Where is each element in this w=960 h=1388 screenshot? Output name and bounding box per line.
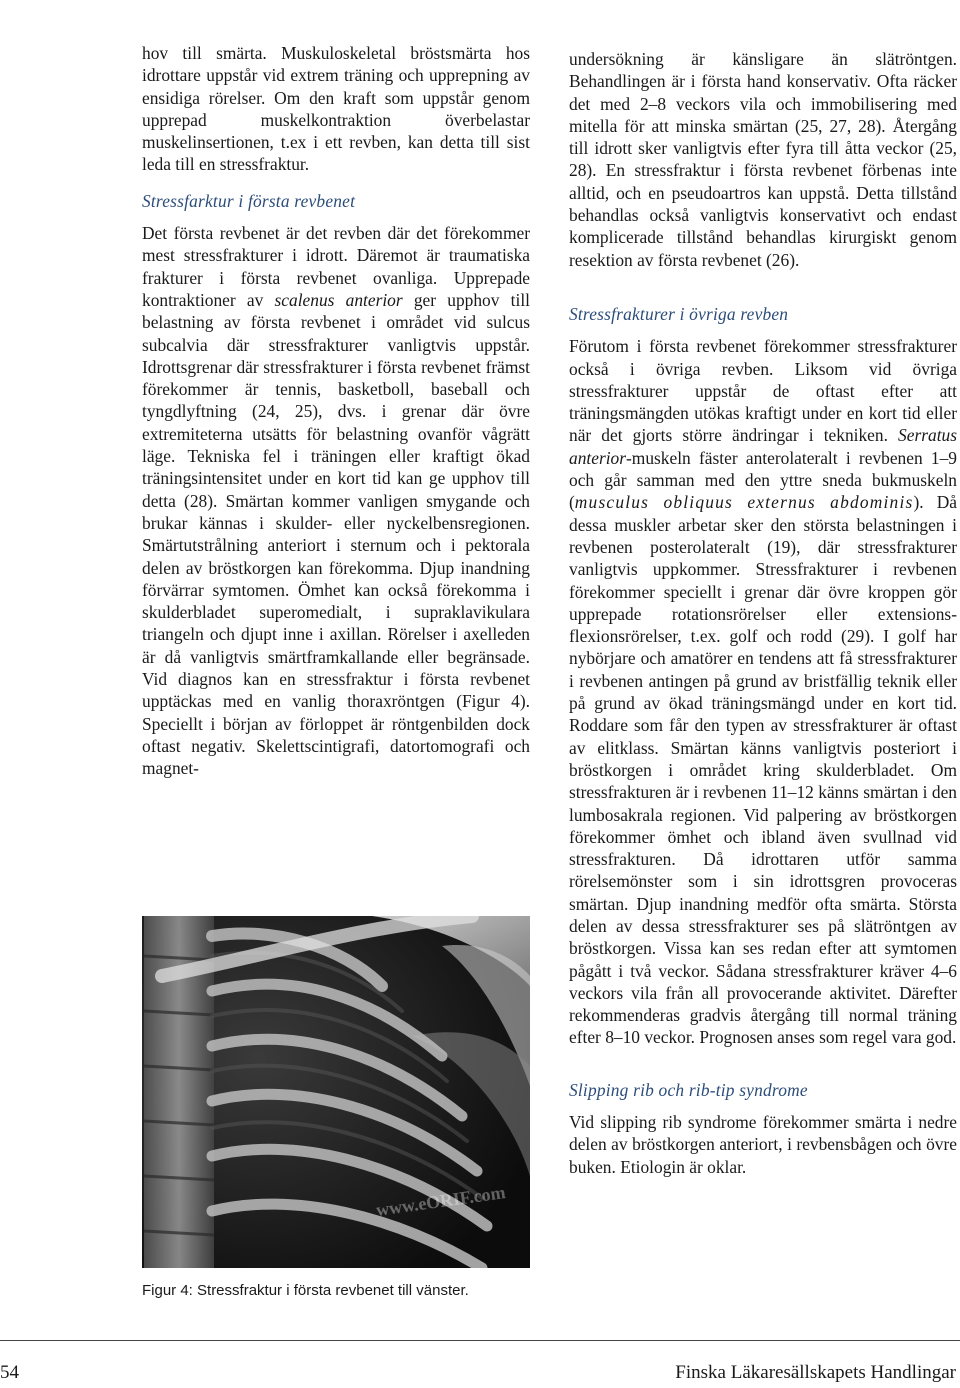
body-paragraph: hov till smärta. Muskuloskeletal bröstsmärta hos idrottare uppstår vid extrem träning och upprepning av ensidiga rörelser. Om den kraft som uppstår genom upprepad muskelkontraktion överbelastar muskelinsertionen, t.ex i ett revben, kan detta till sist leda till en stressfraktur.: [142, 43, 530, 175]
body-paragraph: [142, 222, 530, 779]
italic-term: Serratus anterior: [569, 425, 957, 468]
section-heading: Stressfrakturer i övriga revben: [569, 303, 789, 324]
section-heading: Stressfarktur i första revbenet: [142, 190, 356, 211]
body-paragraph: [569, 335, 957, 1049]
xray-image: [142, 916, 530, 1268]
body-paragraph: Vid slipping rib syndrome förekommer smärta i nedre delen av bröstkorgen anteriort, i revbensbågen och övre buken. Etiologin är oklar.: [569, 1112, 957, 1177]
text-run: Det första revbenet är det revben där det förekommer mest stressfrakturer i idrott. Däremot är traumatiska frakturer i första revbenet ovanliga. Upprepade kontraktioner av: [142, 223, 530, 310]
watermark-text: www.eORIF.com: [374, 1182, 507, 1220]
left-column: [142, 42, 530, 780]
italic-term: musculus obliquus externus abdominis: [574, 492, 914, 513]
xray-figure: [142, 916, 530, 1268]
footer-divider: [0, 1340, 960, 1341]
italic-term: scalenus anterior: [274, 289, 403, 310]
page-number: 54: [0, 1362, 19, 1383]
section-heading: Slipping rib och rib-tip syndrome: [569, 1079, 808, 1100]
text-run: ger upphov till belastning av första revbenet i området vid sulcus subcalvia där stressfrakturer vanligtvis uppstår. Idrottsgrenar där stressfrakturer i första revbenet främst förekommer är tennis, basketboll, baseball och tyngdlyftning (24, 25), dvs. i grenar där övre extremiteterna utsätts för belastning ovanför vågrätt läge. Tekniska fel i träningen eller kraftigt ökad träningsintensitet under en kort tid kan ge upphov till detta (28). Smärtan kommer vanligen smygande och brukar kännas i skulder- eller nyckelbensregionen. Smärtutstrålning anteriort i sternum och i pektorala delen av bröstkorgen kan förekomma. Djup inandning förvärrar symtomen. Ömhet kan också förekomma i skulderbladet superomedialt, i supraklavikulara triangeln och djupt inne i axillan. Rörelser i axelleden är då vanligtvis smärtframkallande eller begränsade. Vid diagnos kan en stressfraktur i första revbenet upptäckas med en vanlig thoraxröntgen (Figur 4). Speciellt i början av förloppet är röntgenbilden dock oftast negativ. Skelettscintigrafi, datortomografi och magnet-: [142, 289, 530, 779]
right-column: [569, 48, 957, 1178]
body-paragraph: undersökning är känsligare än slätröntgen. Behandlingen är i första hand konservativ. Ofta räcker det med 2–8 veckors vila och immobilisering med mitella för att minska smärtan (25, 27, 28). Återgång till idrott sker vanligtvis efter fyra till åtta veckor (25, 28). En stressfraktur i första revbenet förbenas inte alltid, och en pseudoartros kan uppstå. Detta tillstånd behandlas också vanligtvis konservativt och endast komplicerade tillstånd behandlas kirurgiskt genom resektion av första revbenet (26).: [569, 49, 957, 270]
journal-name: Finska Läkaresällskapets Handlingar: [675, 1362, 956, 1383]
text-run: -muskeln fäster anterolateralt i revbenen 1–9 och går samman med den yttre sneda bukmuskeln (: [569, 447, 957, 513]
text-run: Förutom i första revbenet förekommer stressfrakturer också i övriga revben. Liksom vid övriga stressfrakturer uppstår de oftast efter att träningsmängden utökas kraftigt under en kort tid eller när det gjorts större ändringar i tekniken.: [569, 336, 957, 446]
text-run: ). Då dessa muskler arbetar sker den största belastningen i revbenen posterolateralt (19), där stressfrakturer vanligtvis uppkommer. Stressfrakturer i revbenen förekommer speciellt i grenar där övre kroppen gör upprepade rotationsrörelser eller extensions-flexionsrörelser, t.ex. golf och rodd (29). I golf har nybörjare och amatörer en tendens att få stressfrakturer i revbenen antingen på grund av bristfällig teknik eller på grund av ökad träningsmängd under en kort tid. Roddare som får den typen av stressfrakturer är oftast av elitklass. Smärtan känns vanligtvis posteriort i bröstkorgen i området kring skulderbladet. Om stressfrakturen är i revbenen 11–12 känns smärtan i den lumbosakrala regionen. Vid palpering av bröstkorgen förekommer ömhet och ibland även svullnad vid stressfrakturen. Då idrottaren utför samma rörelsemönster som i sin idrottsgren provoceras smärtan. Djup inandning medför ofta smärta. Största delen av dessa stressfrakturer ses på slätröntgen av bröstkorgen. Vissa kan ses redan efter att symtomen pågått i två veckor. Sådana stressfrakturer kräver 4–6 veckors vila från all provocerande aktivitet. Därefter rekommenderas gradvis återgång till normal träning efter 8–10 veckor. Prognosen anses som regel vara god.: [569, 492, 958, 1048]
figure-caption: Figur 4: Stressfraktur i första revbenet till vänster.: [142, 1282, 469, 1299]
